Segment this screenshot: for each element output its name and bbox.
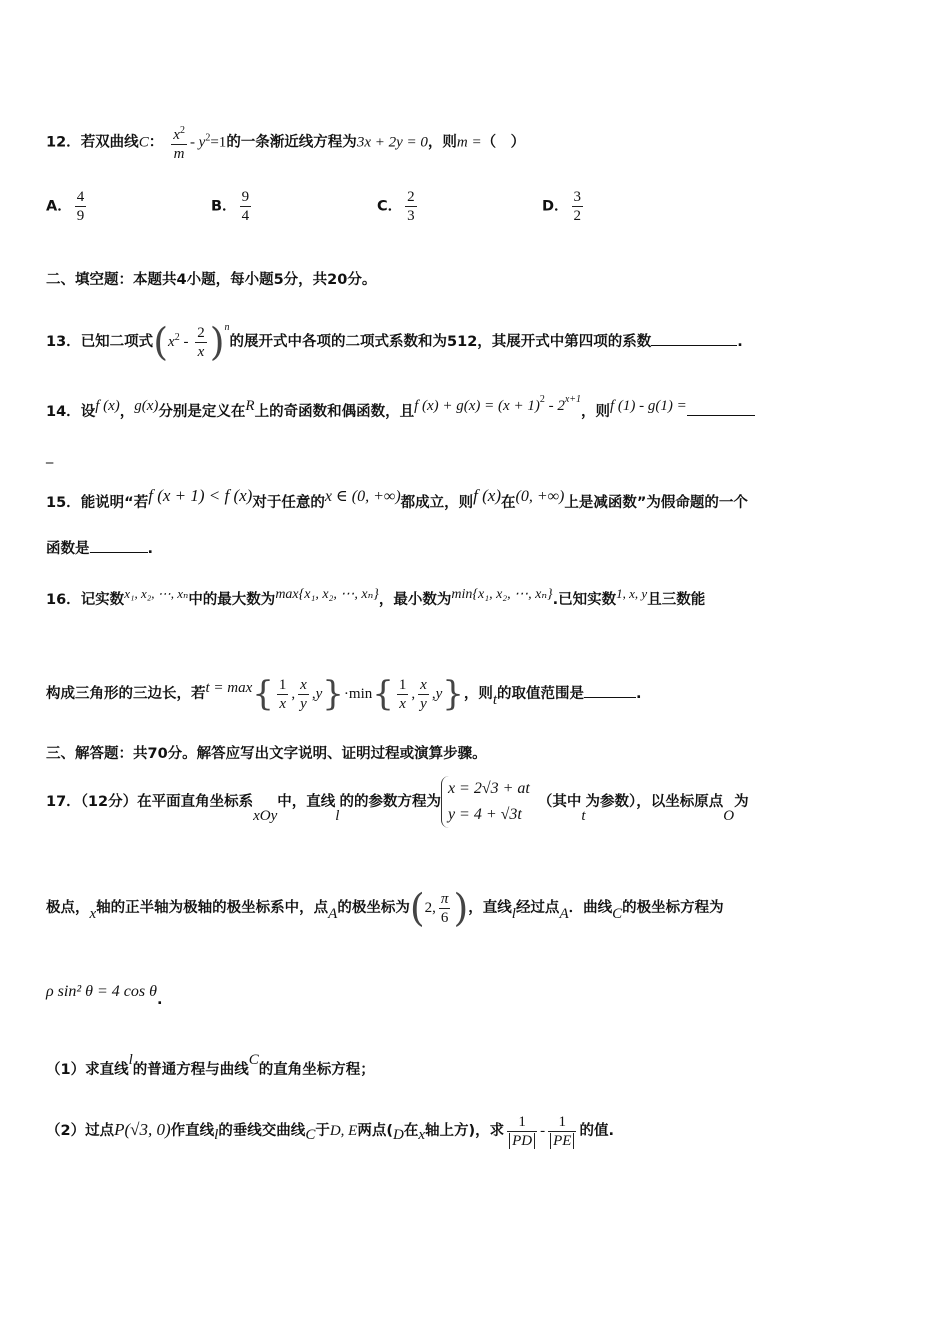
math-var: A bbox=[328, 906, 338, 922]
math-expr: ρ sin² θ = 4 cos θ bbox=[46, 983, 157, 1000]
question-text: 的直角坐标方程； bbox=[258, 1062, 375, 1078]
math-var: l bbox=[511, 906, 516, 922]
paren-right: ) bbox=[453, 886, 469, 930]
math-expr: x₁, x₂, ⋯, xₙ bbox=[124, 586, 189, 601]
option-label: D． bbox=[542, 198, 569, 215]
question-17-part-2: （2）过点P(√3, 0)作直线l的垂线交曲线C于D, E两点(D在x轴上方)，求 $\frac{1}{PD}$ - $\frac{1}{PE}$ 的值. bbox=[46, 1113, 614, 1149]
math-var: m bbox=[173, 146, 185, 162]
question-text: 分别是定义在 bbox=[158, 404, 246, 420]
math-expr: f (x + 1) < f (x) bbox=[148, 486, 253, 505]
denominator: x bbox=[279, 695, 286, 712]
question-text: 的极坐标为 bbox=[337, 900, 410, 916]
fraction-x2-over-m: $\frac{x^2}{m}$ bbox=[171, 122, 187, 163]
question-17-part-1 bbox=[46, 1050, 375, 1080]
denominator: x bbox=[399, 695, 406, 712]
question-text: （1）求直线 bbox=[46, 1062, 129, 1078]
question-text: ，直线 bbox=[468, 900, 512, 916]
math-var: O bbox=[723, 808, 735, 824]
denominator: PD bbox=[509, 1133, 535, 1149]
math-expr: f (x) + g(x) = (x + 1) bbox=[414, 398, 540, 414]
option-label: B． bbox=[211, 198, 237, 215]
question-text: （2）过点 bbox=[46, 1123, 115, 1139]
question-text: 两点( bbox=[357, 1123, 393, 1139]
question-17 bbox=[46, 774, 749, 830]
math-var: C bbox=[248, 1052, 259, 1068]
numerator: 4 bbox=[76, 189, 85, 205]
punct: . bbox=[737, 334, 743, 350]
option-c[interactable] bbox=[377, 188, 420, 225]
question-number: 15． bbox=[46, 495, 81, 511]
math-expr: g(x) bbox=[134, 398, 159, 414]
question-text: 的的参数方程为 bbox=[339, 794, 441, 810]
question-text: 设 bbox=[80, 404, 96, 420]
parametric-system bbox=[441, 776, 530, 828]
math-expr: 2, bbox=[424, 900, 436, 916]
question-13: 13．已知二项式($x^2$ - $\frac{2}{x}$ )$^n$的展开式中各项的二项式系数和为512，其展开式中第四项的系数 . bbox=[46, 320, 743, 364]
denominator: PE bbox=[550, 1133, 574, 1149]
numerator: 2 bbox=[197, 324, 205, 341]
math-var: t bbox=[581, 808, 586, 824]
math-var: A bbox=[559, 906, 569, 922]
math-expr: max{x₁, x₂, ⋯, xₙ} bbox=[275, 587, 379, 602]
denominator: 3 bbox=[407, 208, 415, 224]
math-op: - bbox=[179, 334, 193, 350]
math-expr: min{x₁, x₂, ⋯, xₙ} bbox=[451, 587, 553, 602]
question-16-line2: 构成三角形的三边长，若t = max{ $\frac{1}{x}$ , $\frac{x}{y}$ ,y}·min{ $\frac{1}{x}$ , $\frac{x}{y}$ ,y}，则t的取值范围是 . bbox=[46, 674, 642, 714]
question-text: 的垂线交曲线 bbox=[218, 1123, 306, 1139]
question-text: 的值. bbox=[579, 1123, 614, 1139]
paren-right: ) bbox=[209, 320, 225, 364]
math-var: l bbox=[128, 1052, 133, 1068]
punct: . bbox=[636, 686, 642, 702]
question-text: ，则 bbox=[581, 404, 611, 420]
question-text: 经过点 bbox=[515, 900, 560, 916]
punct: ， bbox=[119, 404, 135, 420]
math-var: x bbox=[173, 127, 180, 143]
brace-right: } bbox=[442, 674, 464, 714]
question-number: 16． bbox=[46, 592, 81, 608]
math-expr: 1, x, y bbox=[616, 586, 648, 601]
denominator: y bbox=[300, 695, 307, 712]
denominator: 9 bbox=[76, 208, 85, 224]
math-var: C bbox=[612, 906, 623, 922]
answer-blank[interactable] bbox=[651, 331, 737, 346]
question-text: 函数是 bbox=[46, 541, 90, 557]
exponent: x+1 bbox=[564, 394, 582, 405]
question-text: 的一条渐近线方程为 bbox=[226, 134, 357, 151]
question-text: ，最小数为 bbox=[378, 592, 452, 608]
math-var: x bbox=[168, 334, 175, 350]
question-15 bbox=[46, 486, 748, 513]
math-expr: f (x) bbox=[473, 486, 501, 505]
question-text: 极点， bbox=[46, 900, 90, 916]
question-text: ，则 bbox=[463, 686, 493, 702]
math-var: x bbox=[418, 1127, 425, 1143]
question-16 bbox=[46, 584, 705, 610]
question-number: 13． bbox=[46, 334, 81, 350]
answer-paren: （ ） bbox=[481, 134, 526, 151]
question-text: 上是减函数”为假命题的一个 bbox=[564, 495, 748, 511]
paren-left: ( bbox=[409, 886, 425, 930]
paren-left: ( bbox=[153, 320, 169, 364]
option-a[interactable] bbox=[46, 188, 89, 225]
numerator: 1 bbox=[398, 676, 407, 693]
math-expr: f (x) bbox=[95, 398, 120, 414]
brace-right: } bbox=[322, 674, 344, 714]
question-text: 的展开式中各项的二项式系数和为512，其展开式中第四项的系数 bbox=[229, 334, 652, 350]
punct: . bbox=[157, 992, 163, 1008]
question-number: 14． bbox=[46, 404, 81, 420]
math-var: C bbox=[305, 1127, 316, 1143]
question-text: 在 bbox=[501, 495, 516, 511]
math-var: D bbox=[392, 1127, 404, 1143]
math-var: y bbox=[315, 686, 323, 702]
math-expr: =1 bbox=[210, 134, 227, 151]
option-label: A． bbox=[46, 198, 72, 215]
math-var: t bbox=[492, 692, 498, 708]
numerator: x bbox=[420, 676, 427, 693]
option-b[interactable] bbox=[211, 188, 254, 225]
section-heading: 三、解答题：共70分。解答应写出文字说明、证明过程或演算步骤。 bbox=[46, 746, 487, 762]
question-number: 12． bbox=[46, 134, 81, 151]
question-text: 能说明“若 bbox=[80, 495, 149, 511]
question-number: 17． bbox=[46, 794, 81, 810]
math-expr: m = bbox=[456, 134, 482, 151]
question-text: 于 bbox=[315, 1123, 330, 1139]
numerator: 3 bbox=[573, 189, 582, 205]
option-d[interactable] bbox=[542, 188, 586, 225]
numerator: 2 bbox=[407, 189, 415, 205]
punct: ： bbox=[148, 134, 164, 151]
numerator: 1 bbox=[278, 676, 287, 693]
equation-line: y = 4 + √3t bbox=[447, 806, 522, 823]
answer-blank[interactable] bbox=[584, 683, 636, 698]
question-text: 已知二项式 bbox=[80, 334, 154, 350]
question-text: 若双曲线 bbox=[80, 134, 139, 151]
denominator: x bbox=[197, 343, 205, 360]
question-text: 轴的正半轴为极轴的极坐标系中，点 bbox=[96, 900, 329, 916]
denominator: 4 bbox=[241, 208, 250, 224]
option-label: C． bbox=[377, 198, 403, 215]
math-expr: - 2 bbox=[544, 398, 565, 414]
question-text: 作直线 bbox=[170, 1123, 215, 1139]
answer-blank[interactable] bbox=[687, 401, 755, 416]
question-text: ，则 bbox=[427, 134, 457, 151]
math-expr: ·min bbox=[343, 686, 373, 702]
question-17-polar-equation bbox=[46, 982, 163, 1010]
question-15-line2 bbox=[46, 538, 153, 559]
answer-blank[interactable] bbox=[90, 538, 148, 553]
math-var: x bbox=[89, 906, 97, 922]
question-text: 的极坐标方程为 bbox=[622, 900, 724, 916]
math-expr: x ∈ (0, +∞) bbox=[324, 488, 401, 505]
question-text: 对于任意的 bbox=[252, 495, 325, 511]
question-text: 且三数能 bbox=[647, 592, 706, 608]
section-heading: 二、填空题：本题共4小题，每小题5分，共20分。 bbox=[46, 272, 377, 288]
question-text: 轴上方)，求 bbox=[424, 1123, 505, 1139]
question-text: 为 bbox=[734, 794, 749, 810]
denominator: y bbox=[420, 695, 427, 712]
question-text: .已知实数 bbox=[552, 592, 617, 608]
question-text: 构成三角形的三边长，若 bbox=[46, 686, 206, 702]
question-text: ．曲线 bbox=[568, 900, 613, 916]
math-expr: D, E bbox=[329, 1123, 358, 1139]
question-text: 在平面直角坐标系 bbox=[137, 794, 254, 810]
question-text: 都成立，则 bbox=[400, 495, 474, 511]
question-text: 在 bbox=[403, 1123, 419, 1139]
question-text: 上的奇函数和偶函数，且 bbox=[254, 404, 415, 420]
question-text: 为参数），以坐标原点 bbox=[585, 794, 724, 810]
denominator: 6 bbox=[440, 909, 449, 926]
math-expr: f (1) - g(1) = bbox=[610, 398, 687, 414]
question-text: 的取值范围是 bbox=[497, 686, 585, 702]
math-var: l bbox=[335, 808, 340, 824]
equation-line: x = 2√3 + at bbox=[447, 780, 530, 797]
math-expr: 3x + 2y = 0 bbox=[356, 134, 428, 151]
question-score: （12分） bbox=[80, 794, 138, 810]
question-text: 记实数 bbox=[80, 592, 125, 608]
brace-left: { bbox=[252, 674, 274, 714]
math-var: y bbox=[435, 686, 443, 702]
question-12: 12．若双曲线C： $\frac{x^2}{m}$ - $y^2=1$的一条渐近线方程为3x + 2y = 0，则m =（ ） bbox=[46, 122, 525, 163]
denominator: 2 bbox=[573, 208, 582, 224]
math-expr: P(√3, 0) bbox=[114, 1120, 171, 1139]
question-text: 中，直线 bbox=[277, 794, 336, 810]
math-var: C bbox=[138, 134, 149, 151]
numerator: π bbox=[440, 890, 449, 907]
math-expr: t = max bbox=[205, 680, 253, 696]
question-17-line2 bbox=[46, 888, 724, 928]
math-expr: - y bbox=[189, 134, 206, 151]
math-expr: (0, +∞) bbox=[515, 488, 565, 505]
math-var: R bbox=[245, 398, 255, 414]
exponent: n bbox=[224, 322, 230, 333]
numerator: 9 bbox=[241, 189, 250, 205]
math-expr: xOy bbox=[253, 808, 278, 824]
answer-blank-continuation: _ bbox=[46, 448, 54, 464]
question-text: 中的最大数为 bbox=[188, 592, 276, 608]
question-14: 14．设f (x)，g(x)分别是定义在R上的奇函数和偶函数，且f $(x) + g(x) = (x + 1)^2 - 2^{x+1}$，则f (1) - g(1) = bbox=[46, 390, 755, 422]
question-text: 的普通方程与曲线 bbox=[132, 1062, 249, 1078]
numerator: x bbox=[300, 676, 307, 693]
question-text: （其中 bbox=[537, 794, 582, 810]
math-var: l bbox=[214, 1127, 219, 1143]
punct: . bbox=[147, 541, 154, 557]
brace-left: { bbox=[372, 674, 394, 714]
